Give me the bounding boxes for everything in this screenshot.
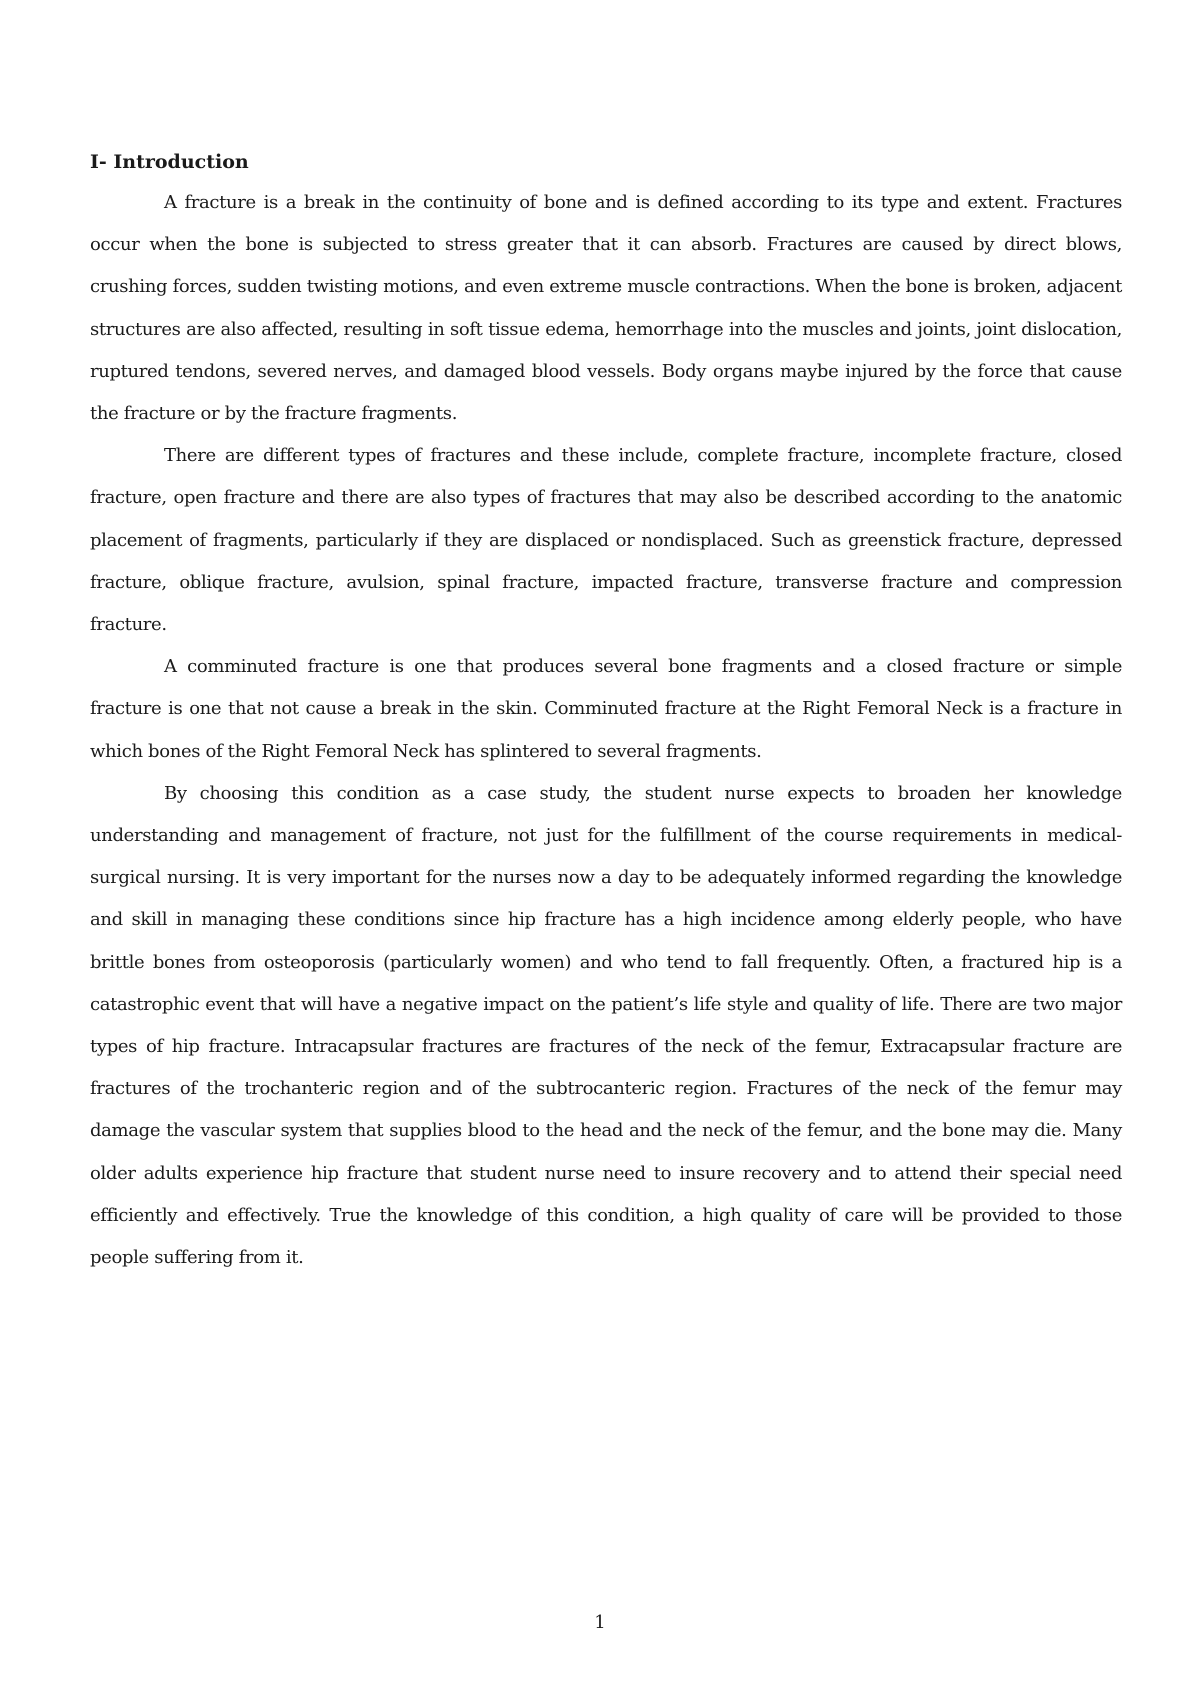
page-number: 1 (594, 1612, 606, 1633)
paragraph-fracture-types: There are different types of fractures and these include, complete fracture, incomplete fracture, closed fracture, open fracture and there are also types of fractures that may also be described according to the anatomic placement of fragments, particularly if they are displaced or nondisplaced. Such as greenstick fracture, depressed fracture, oblique fracture, avulsion, spinal fracture, impacted fracture, transverse fracture and compression fracture. (90, 445, 1122, 636)
paragraph-comminuted-fracture: A comminuted fracture is one that produces several bone fragments and a closed fracture or simple fracture is one that not cause a break in the skin. Comminuted fracture at the Right Femoral Neck is a fracture in which bones of the Right Femoral Neck has splintered to several fragments. (90, 656, 1122, 762)
paragraph-fracture-definition: A fracture is a break in the continuity of bone and is defined according to its type and extent. Fractures occur when the bone is subjected to stress greater that it can absorb. Fractures are caused by direct blows, crushing forces, sudden twisting motions, and even extreme muscle contractions. When the bone is broken, adjacent structures are also affected, resulting in soft tissue edema, hemorrhage into the muscles and joints, joint dislocation, ruptured tendons, severed nerves, and damaged blood vessels. Body organs maybe injured by the force that cause the fracture or by the fracture fragments. (90, 192, 1122, 425)
page-content (90, 150, 1122, 1279)
paragraph-case-study-rationale: By choosing this condition as a case study, the student nurse expects to broaden her knowledge understanding and management of fracture, not just for the fulfillment of the course requirements in medical-surgical nursing. It is very important for the nurses now a day to be adequately informed regarding the knowledge and skill in managing these conditions since hip fracture has a high incidence among elderly people, who have brittle bones from osteoporosis (particularly women) and who tend to fall frequently. Often, a fractured hip is a catastrophic event that will have a negative impact on the patient’s life style and quality of life. There are two major types of hip fracture. Intracapsular fractures are fractures of the neck of the femur, Extracapsular fracture are fractures of the trochanteric region and of the subtrocanteric region. Fractures of the neck of the femur may damage the vascular system that supplies blood to the head and the neck of the femur, and the bone may die. Many older adults experience hip fracture that student nurse need to insure recovery and to attend their special need efficiently and effectively. True the knowledge of this condition, a high quality of care will be provided to those people suffering from it. (90, 782, 1122, 1269)
section-heading: I- Introduction (90, 151, 249, 173)
